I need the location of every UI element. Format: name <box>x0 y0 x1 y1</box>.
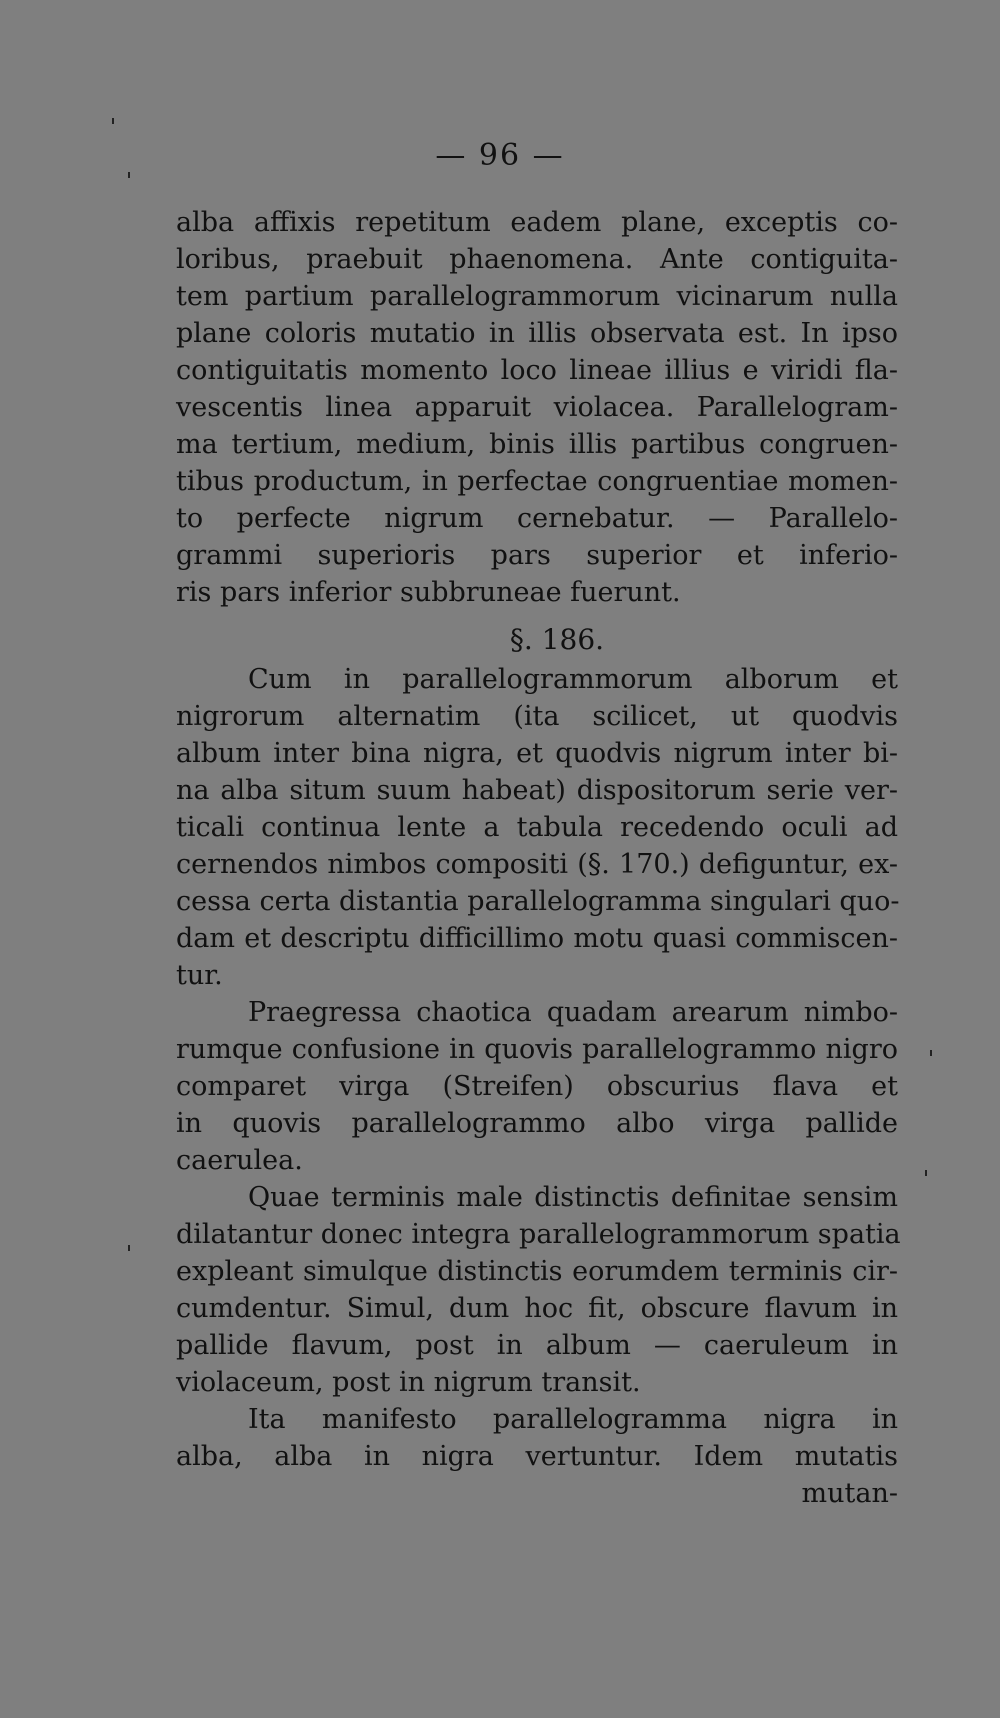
text-line: plane coloris mutatio in illis observata est. In ipso <box>176 318 898 349</box>
text-line: ma tertium, medium, binis illis partibus congruen- <box>176 429 898 460</box>
body-text <box>176 204 901 1512</box>
text-line: vescentis linea apparuit violacea. Parallelogram- <box>176 392 898 423</box>
text-line: grammi superioris pars superior et inferio- <box>176 540 898 571</box>
text-line: expleant simulque distinctis eorumdem terminis cir- <box>176 1256 898 1287</box>
text-line: cernendos nimbos compositi (§. 170.) defiguntur, ex- <box>176 849 898 880</box>
text-line: album inter bina nigra, et quodvis nigrum inter bi- <box>176 738 898 769</box>
text-line: cumdentur. Simul, dum hoc fit, obscure flavum in <box>176 1293 898 1324</box>
section-heading: §. 186. <box>509 623 605 656</box>
text-line: dilatantur donec integra parallelogrammorum spatia <box>176 1219 901 1250</box>
text-line: alba affixis repetitum eadem plane, exceptis co- <box>176 207 898 238</box>
page-number-header: — 96 — <box>435 138 565 173</box>
text-line: nigrorum alternatim (ita scilicet, ut quodvis <box>176 701 898 732</box>
text-line: Ita manifesto parallelogramma nigra in <box>248 1404 898 1435</box>
text-line: Cum in parallelogrammorum alborum et <box>248 664 898 695</box>
text-line: tur. <box>176 960 223 991</box>
text-line: violaceum, post in nigrum transit. <box>176 1367 641 1398</box>
text-line: loribus, praebuit phaenomena. Ante contiguita- <box>176 244 898 275</box>
text-line: pallide flavum, post in album — caeruleum in <box>176 1330 898 1361</box>
text-line: tem partium parallelogrammorum vicinarum nulla <box>176 281 898 312</box>
scan-speck <box>128 1245 130 1251</box>
text-line: Praegressa chaotica quadam arearum nimbo- <box>248 997 898 1028</box>
text-line: Quae terminis male distinctis definitae sensim <box>248 1182 898 1213</box>
text-line: to perfecte nigrum cernebatur. — Parallelo- <box>176 503 898 534</box>
scan-speck <box>925 1170 927 1176</box>
scan-speck <box>112 118 114 124</box>
scan-speck <box>128 172 130 178</box>
text-line: rumque confusione in quovis parallelogrammo nigro <box>176 1034 898 1065</box>
text-line: comparet virga (Streifen) obscurius flava et <box>176 1071 898 1102</box>
text-line: dam et descriptu difficillimo motu quasi commiscen- <box>176 923 898 954</box>
text-line: cessa certa distantia parallelogramma singulari quo- <box>176 886 900 917</box>
text-line: caerulea. <box>176 1145 303 1176</box>
text-line: contiguitatis momento loco lineae illius e viridi fla- <box>176 355 898 386</box>
text-line: ris pars inferior subbruneae fuerunt. <box>176 577 681 608</box>
text-line: alba, alba in nigra vertuntur. Idem mutatis <box>176 1441 898 1472</box>
text-line: na alba situm suum habeat) dispositorum serie ver- <box>176 775 898 806</box>
scan-speck <box>930 1050 932 1056</box>
catchword: mutan- <box>801 1478 898 1509</box>
text-line: tibus productum, in perfectae congruentiae momen- <box>176 466 898 497</box>
text-line: in quovis parallelogrammo albo virga pallide <box>176 1108 898 1139</box>
text-line: ticali continua lente a tabula recedendo oculi ad <box>176 812 898 843</box>
